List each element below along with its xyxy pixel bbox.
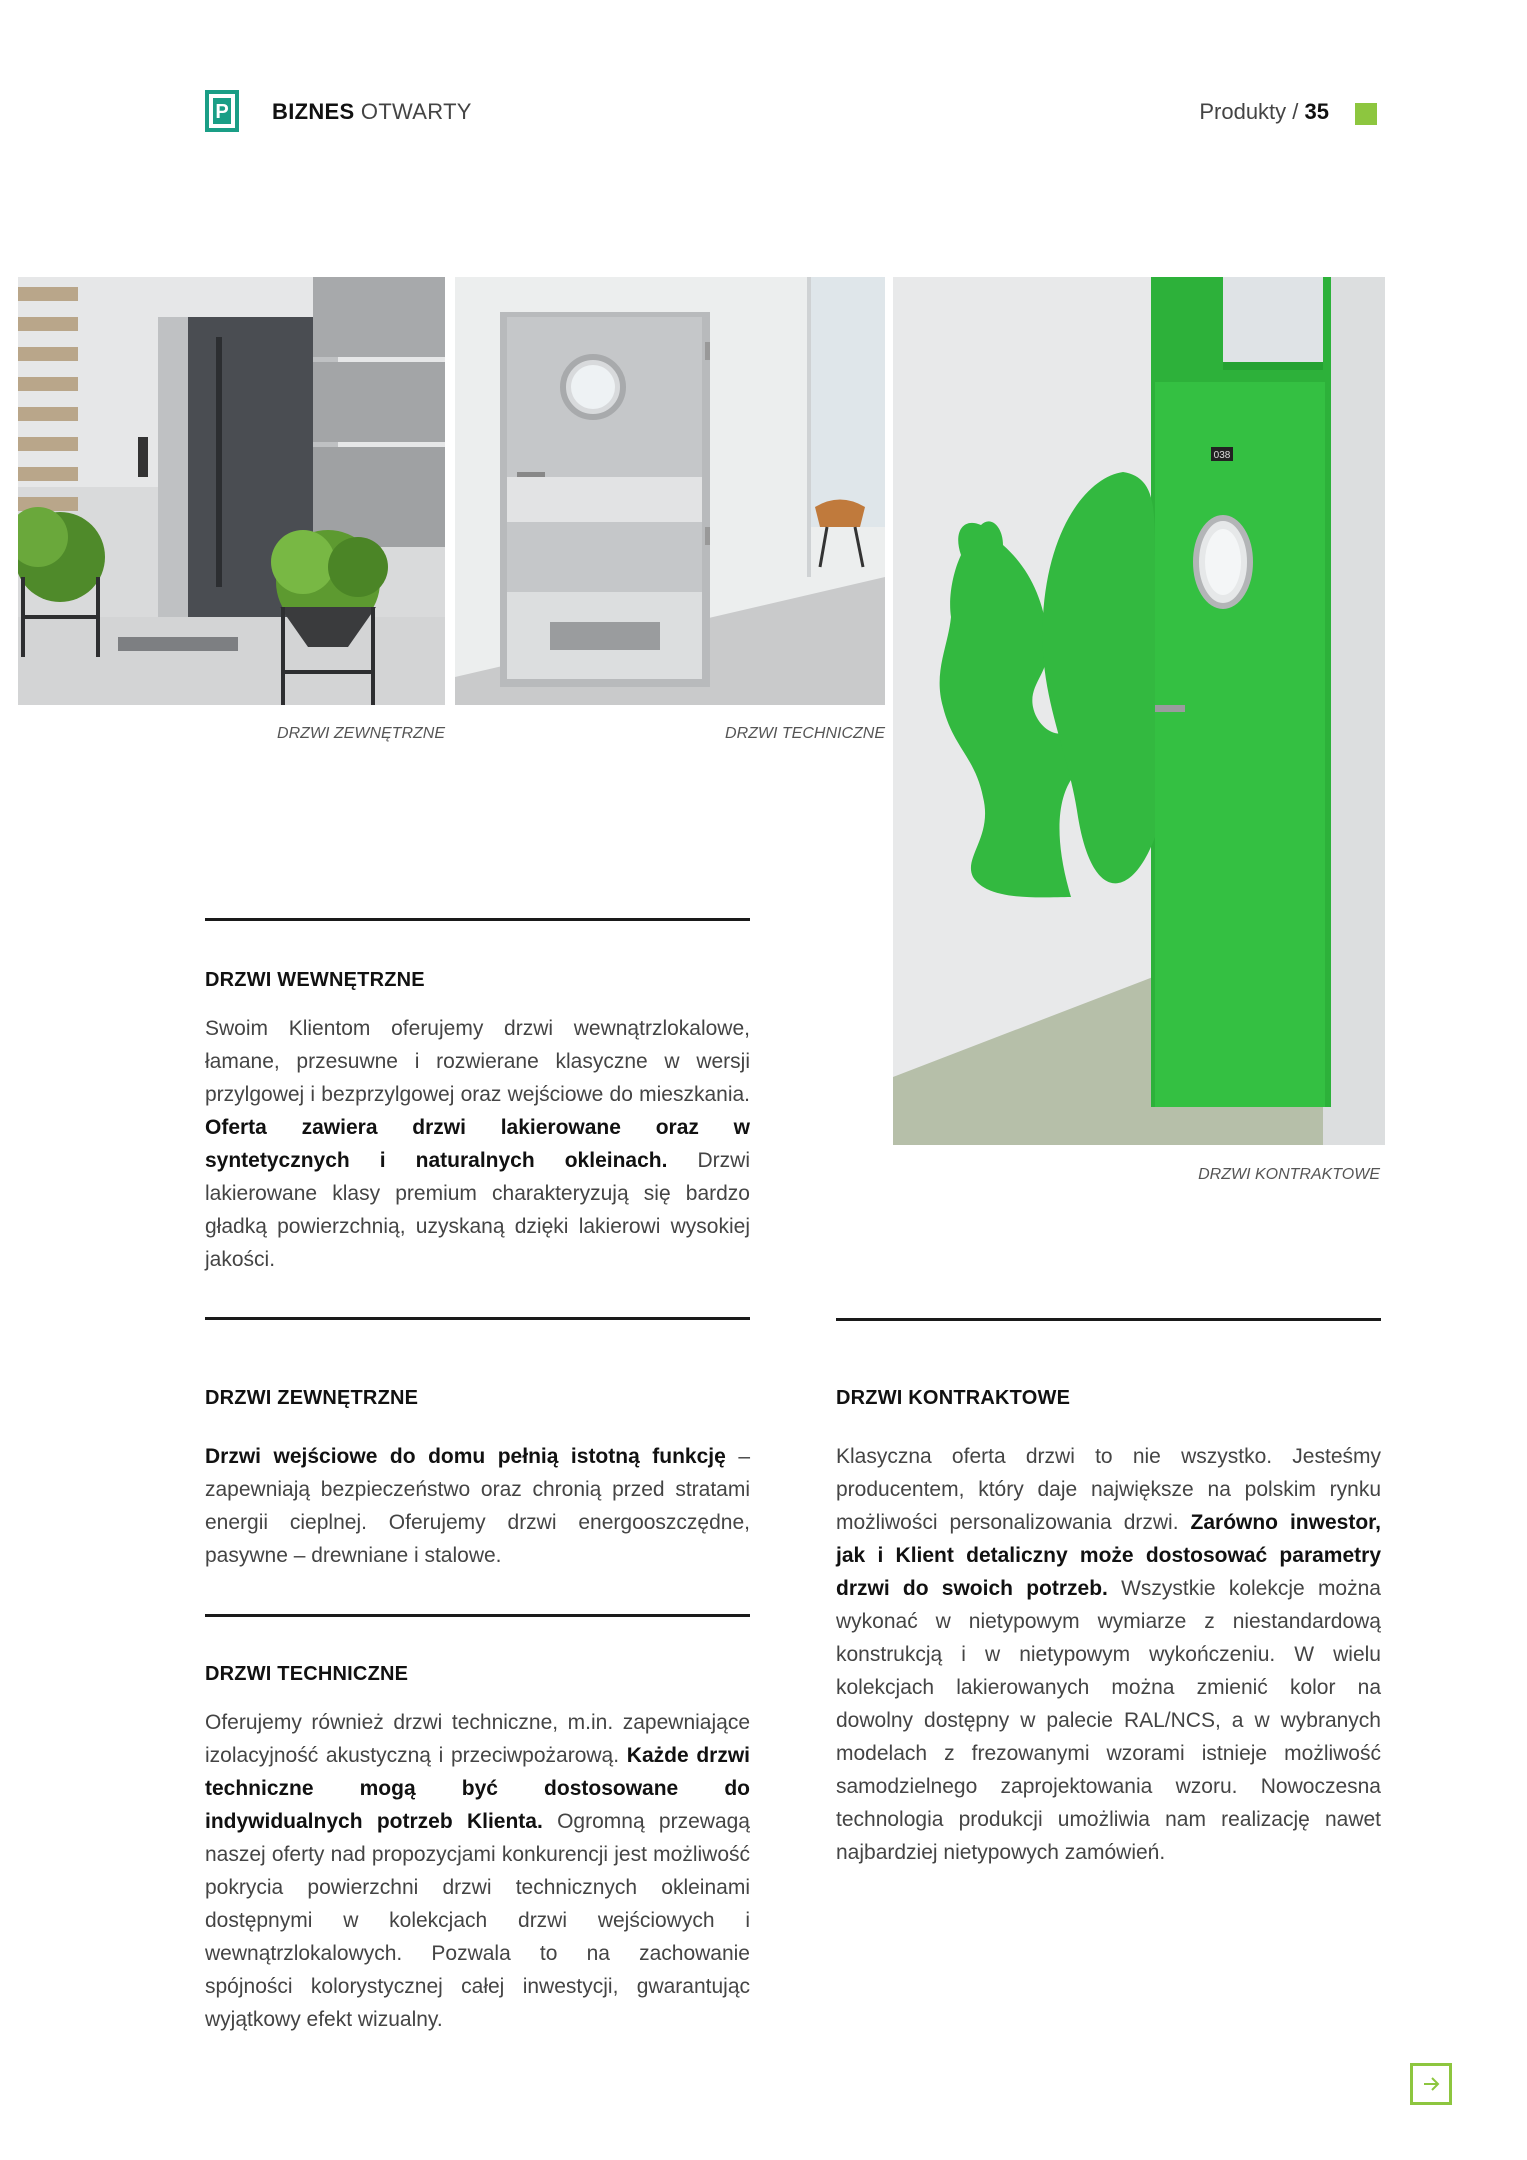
brand-bold: BIZNES (272, 99, 355, 124)
exterior-text (205, 1440, 750, 1572)
interior-p1: Swoim Klientom oferujemy drzwi wewnątrzlokalowe, łamane, przesuwne i rozwierane klasyczne w wersji przylgowej i bezprzylgowej oraz wejściowe do mieszkania. (205, 1017, 750, 1106)
interior-p3: Drzwi lakierowane klasy premium charakteryzują się bardzo gładką powierzchnią, uzyskaną dzięki lakierowi wysokiej jakości. (205, 1149, 750, 1271)
contract-p1: Klasyczna oferta drzwi to nie wszystko. Jesteśmy producentem, który daje największe na polskim rynku możliwości personalizowania drzwi. (836, 1445, 1381, 1534)
technical-text (205, 1706, 750, 2036)
exterior-p2: – zapewniają bezpieczeństwo oraz chronią przed stratami energii cieplnej. Oferujemy drzwi energooszczędne, pasywne – drewniane i stalowe. (205, 1445, 750, 1567)
contract-caption: DRZWI KONTRAKTOWE (1198, 1166, 1380, 1183)
contract-p3: Wszystkie kolekcje można wykonać w nietypowym wymiarze z niestandardową konstrukcją i w nietypowym wykończeniu. W wielu kolekcjach lakierowanych można zmienić kolor na dowolny dostępny w palecie RAL/NCS, a w wybranych modelach z frezowanymi wzorami istnieje możliwość samodzielnego zaprojektowania wzoru. Nowoczesna technologia produkcji umożliwia nam realizację nawet najbardziej nietypowych zamówień. (836, 1577, 1381, 1864)
contract-title: DRZWI KONTRAKTOWE (836, 1387, 1071, 1409)
exterior-title: DRZWI ZEWNĘTRZNE (205, 1387, 419, 1409)
contract-door-photo (893, 277, 1385, 1145)
exterior-caption: DRZWI ZEWNĘTRZNE (277, 725, 445, 742)
brand-title (272, 99, 472, 125)
interior-text (205, 1012, 750, 1276)
technical-p3: Ogromną przewagą naszej oferty nad propozycjami konkurencji jest możliwość pokrycia powierzchni drzwi technicznych okleinami dostępnymi w kolekcjach drzwi wejściowych i wewnątrzlokalowych. Pozwala to na zachowanie spójności kolorystycznej całej inwestycji, gwarantując wyjątkowy efekt wizualny. (205, 1810, 750, 2031)
exterior-door-photo (18, 277, 445, 705)
interior-p2: Oferta zawiera drzwi lakierowane oraz w syntetycznych i naturalnych okleinach. (205, 1116, 750, 1172)
interior-title: DRZWI WEWNĘTRZNE (205, 969, 425, 991)
accent-square (1355, 103, 1377, 125)
section-label: Produkty / (1199, 99, 1299, 124)
brand-light: OTWARTY (360, 99, 472, 124)
technical-p1: Oferujemy również drzwi techniczne, m.in. zapewniające izolacyjność akustyczną i przeciwpożarową. (205, 1711, 750, 1767)
door-number: 038 (1213, 450, 1231, 461)
section-divider (205, 1317, 750, 1320)
next-page-button[interactable] (1410, 2063, 1452, 2105)
section-divider (205, 918, 750, 921)
page-number: 35 (1304, 99, 1329, 124)
arrow-right-icon (1413, 2066, 1449, 2102)
company-logo-icon (205, 90, 239, 132)
technical-door-photo (455, 277, 885, 705)
exterior-p1: Drzwi wejściowe do domu pełnią istotną funkcję (205, 1445, 726, 1468)
technical-caption: DRZWI TECHNICZNE (725, 725, 885, 742)
logo-letter: P (215, 101, 229, 123)
section-divider (836, 1318, 1381, 1321)
contract-text (836, 1440, 1381, 1869)
contract-p2: Zarówno inwestor, jak i Klient detaliczny może dostosować parametry drzwi do swoich potrzeb. (836, 1511, 1381, 1600)
page-indicator (1199, 99, 1329, 125)
technical-p2: Każde drzwi techniczne mogą być dostosowane do indywidualnych potrzeb Klienta. (205, 1744, 750, 1833)
section-divider (205, 1614, 750, 1617)
technical-title: DRZWI TECHNICZNE (205, 1663, 409, 1685)
